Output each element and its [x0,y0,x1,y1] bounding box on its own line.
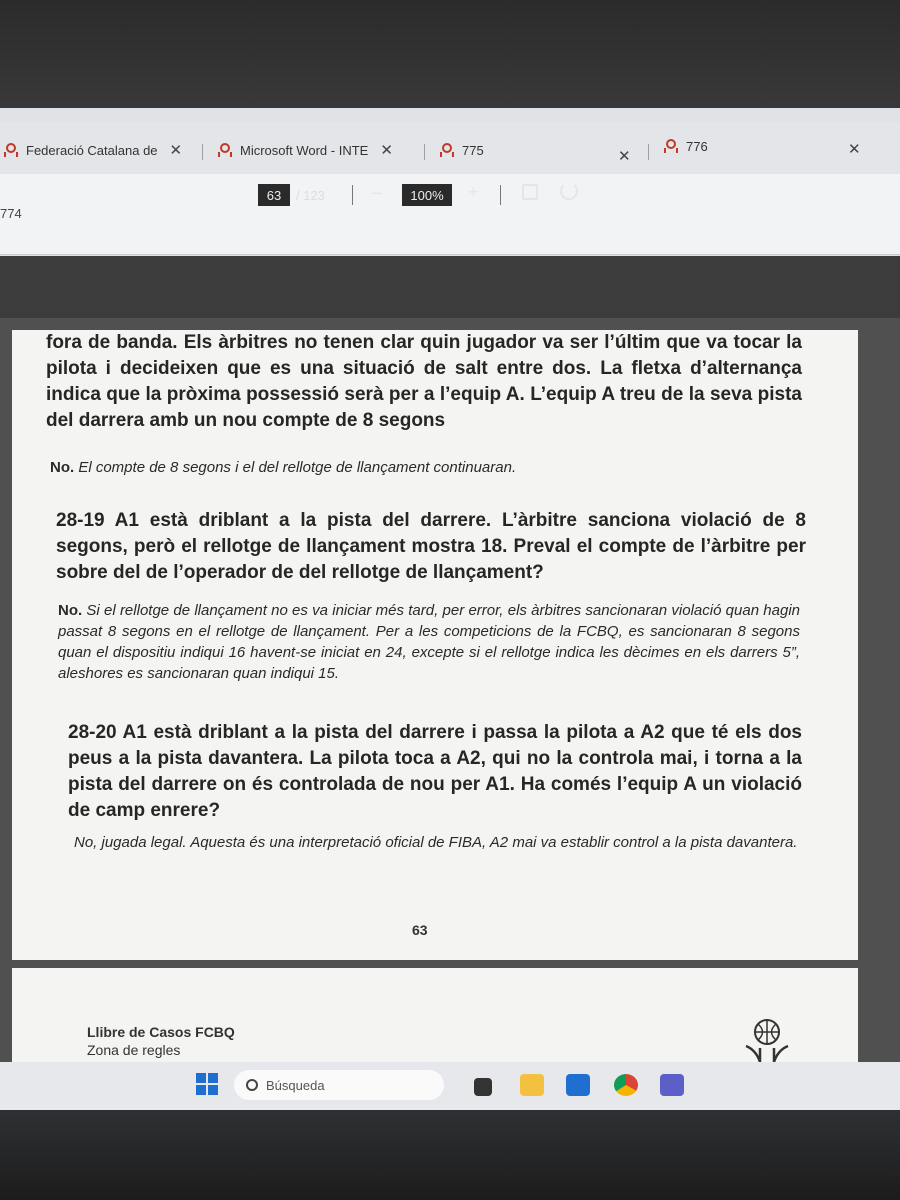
answer-body: Si el rellotge de llançament no es va iniciar més tard, per error, els àrbitres sancionaran violació quan hagin passat 8 segons en el rellotge de llançament. Per a les competicions de la FCBQ, es sancionaran 8 segons quan el dispositiu indiqui 16 havent-se iniciat en 24, excepte si el rellotge indica les dècimes en els darrers 5”, aleshores es sancionaran quan indiqui 15. [58,602,800,682]
task-view-icon[interactable] [474,1078,492,1096]
fcbq-favicon-icon [440,143,454,157]
tab-microsoft-word[interactable] [218,136,393,164]
zoom-level-input[interactable]: 100% [402,184,452,206]
question-text: fora de banda. Els àrbitres no tenen clar quin jugador va ser l’últim que va tocar la pilota i decideixen que es una situació de salt entre dos. La fletxa d’alternança indica que la pròxima possessió serà per a l’equip A. L’equip A treu de la seva pista del darrera amb un nou compte de 8 segons [46,332,802,431]
answer-28-19 [58,600,800,684]
tab-divider [648,144,649,160]
search-icon [246,1079,258,1091]
zoom-in-button[interactable]: + [468,182,479,202]
address-text: 774 [0,206,22,221]
taskbar-search-input[interactable] [234,1070,444,1100]
browser-tab-bar [0,122,900,174]
answer-no: No. [50,459,75,476]
pdf-toolbar [0,256,900,318]
fcbq-favicon-icon [218,143,232,157]
close-icon[interactable]: ✕ [618,148,631,165]
question-28-19: 28-19 A1 està driblant a la pista del darrere. L’àrbitre sanciona violació de 8 segons, però el rellotge de llançament mostra 18. Preval el compte de l’àrbitre per sobre del de l’operador de del rellotge de llançament? [56,510,806,583]
question-28-20: 28-20 A1 està driblant a la pista del darrere i passa la pilota a A2 que té els dos peus a la pista davantera. La pilota toca a A2, qui no la controla mai, i torna a la pista del darrere on és controlada de nou per A1. Ha comés l’equip A un violació de camp enrere? [68,722,802,821]
file-explorer-icon[interactable] [520,1074,544,1096]
close-icon[interactable]: ✕ [848,141,861,158]
chrome-icon[interactable] [614,1074,638,1096]
page-number: 63 [412,922,428,938]
teams-icon[interactable] [660,1074,684,1096]
fcbq-logo-icon [742,1018,792,1062]
answer-text [50,457,800,478]
monitor-bezel-top [0,0,900,120]
footer-title: Llibre de Casos FCBQ [87,1024,235,1040]
tab-federacio[interactable] [4,136,182,164]
outlook-icon[interactable] [566,1074,590,1096]
answer-no: No. [58,602,83,619]
answer-body: El compte de 8 segons i el del rellotge de llançament continuaran. [74,459,517,476]
close-icon[interactable]: ✕ [169,142,183,159]
windows-start-icon[interactable] [196,1073,218,1095]
monitor-bezel-bottom [0,1110,900,1200]
rotate-icon[interactable] [560,182,578,200]
toolbar-divider [352,185,353,205]
tab-divider [202,144,203,160]
tab-label: 776 [686,138,708,154]
page-number-input[interactable]: 63 [258,184,290,206]
tab-label: Microsoft Word - INTE [240,142,369,158]
toolbar-divider [500,185,501,205]
page-total: / 123 [296,188,325,203]
windows-taskbar [0,1062,900,1110]
footer-subtitle: Zona de regles [87,1042,181,1058]
fcbq-favicon-icon [4,143,18,157]
answer-28-20: No, jugada legal. Aquesta és una interpretació oficial de FIBA, A2 mai va establir control a la pista davantera. [74,834,798,851]
fcbq-favicon-icon [664,139,678,153]
close-icon[interactable]: ✕ [380,142,393,159]
tab-label: Federació Catalana de [26,142,158,158]
tab-776[interactable] [664,132,708,160]
pdf-page-63 [12,330,858,960]
zoom-out-button[interactable]: – [372,182,383,202]
search-placeholder: Búsqueda [266,1077,325,1093]
tab-divider [424,144,425,160]
fit-page-icon[interactable] [522,184,538,200]
tab-775[interactable] [440,136,484,164]
tab-label: 775 [462,142,484,158]
